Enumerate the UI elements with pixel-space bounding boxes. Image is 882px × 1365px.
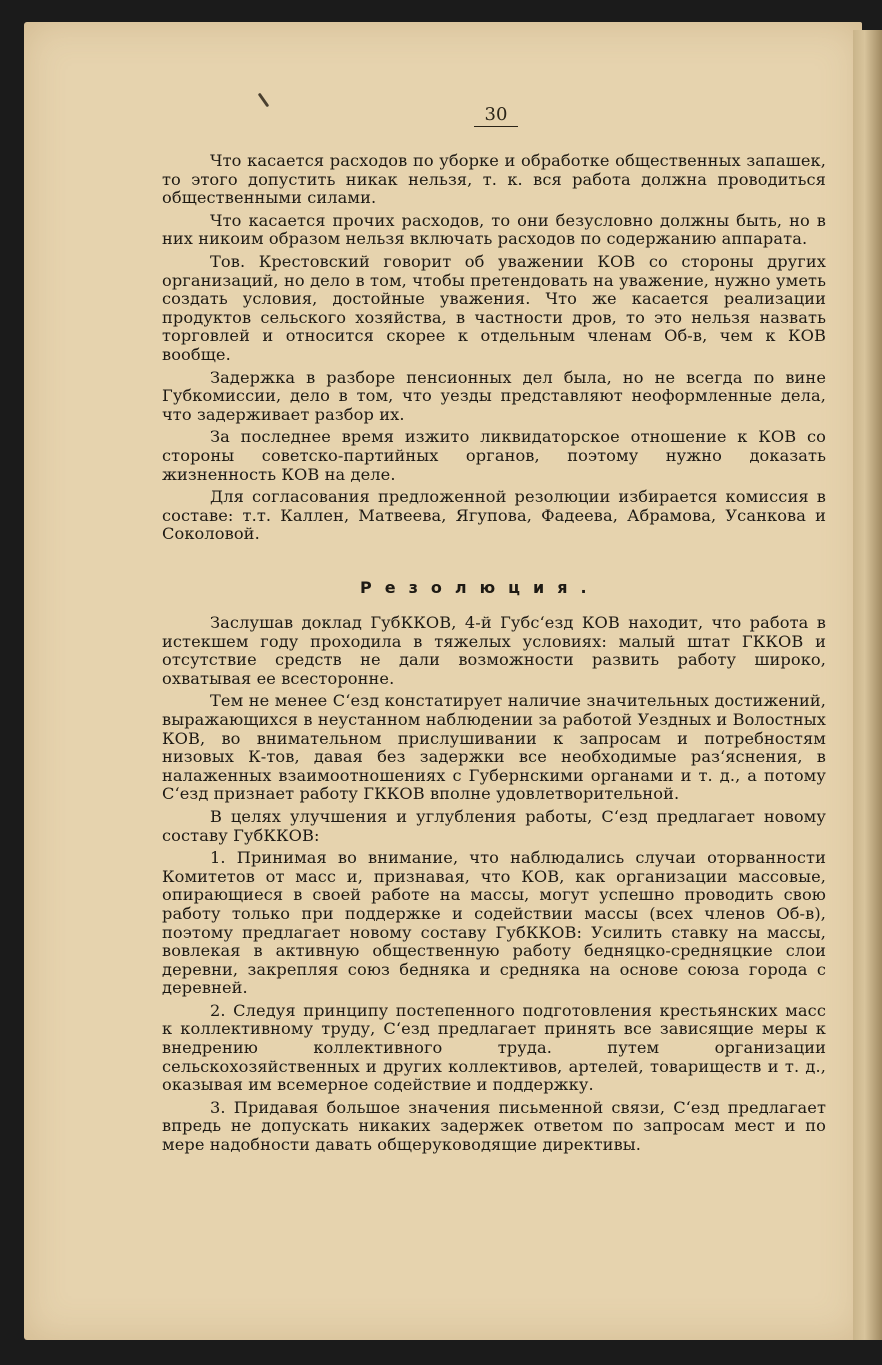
paragraph: Тем не менее С‘езд констатирует наличие значительных достижений, выражающихся в неустанном наблюдении за работой Уездных и Волостных КОВ, во внимательном прислушивании к запросам и потребностям низовых К-тов, давая без задержки все необходимые раз‘яснения, в налаженных взаимоотношениях с Губернскими органами и т. д., а потому С‘езд признает работу ГККОВ вполне удовлетворительной.: [162, 691, 826, 804]
paragraph: 2. Следуя принципу постепенного подготовления крестьянских масс к коллективному труду, С‘езд предлагает принять все зависящие меры к внедрению коллективного труда. путем организации сельскохозяйственных и других коллективов, артелей, товариществ и т. д., оказывая им всемерное содействие и поддержку.: [162, 1000, 826, 1095]
page-edge: [853, 30, 882, 1340]
paragraph: Заслушав доклад ГубККОВ, 4-й Губс‘езд КОВ находит, что работа в истекшем году проходила в тяжелых условиях: малый штат ГККОВ и отсутствие средств не дали возможности развить работу широко, охватывая ее всесторонне.: [162, 613, 826, 688]
paragraph: Что касается расходов по уборке и обработке общественных запашек, то этого допустить никак нельзя, т. к. вся работа должна проводиться общественными силами.: [162, 151, 826, 208]
discussion-text: [162, 152, 826, 548]
paragraph: 3. Придавая большое значения письменной связи, С‘езд предлагает впредь не допускать никаких задержек ответом по запросам мест и по мере надобности давать общеруководящие директивы.: [162, 1097, 826, 1155]
paragraph: Для согласования предложенной резолюции избирается комиссия в составе: т.т. Каллен, Матвеева, Ягупова, Фадеева, Абрамова, Усанкова и Соколовой.: [162, 487, 826, 544]
paragraph: За последнее время изжито ликвидаторское отношение к КОВ со стороны советско-партийных органов, поэтому нужно доказать жизненность КОВ на деле.: [162, 427, 826, 484]
resolution-text: [162, 614, 826, 1159]
paragraph: В целях улучшения и углубления работы, С‘езд предлагает новому составу ГубККОВ:: [162, 806, 826, 845]
page-number: 30: [474, 104, 518, 127]
paragraph: Задержка в разборе пенсионных дел была, но не всегда по вине Губкомиссии, дело в том, что уезды представляют неоформленные дела, что задерживает разбор их.: [162, 367, 826, 424]
paragraph: Тов. Крестовский говорит об уважении КОВ со стороны других организаций, но дело в том, чтобы претендовать на уважение, нужно уметь создать условия, достойные уважения. Что же касается реализации продуктов сельского хозяйства, в частности дров, то это нельзя назвать торговлей и относится скорее к отдельным членам Об-в, чем к КОВ вообще.: [162, 251, 826, 364]
resolution-heading: Резолюция.: [360, 578, 600, 597]
paragraph: 1. Принимая во внимание, что наблюдались случаи оторванности Комитетов от масс и, признавая, что КОВ, как организации массовые, опирающиеся в своей работе на массы, могут успешно проводить свою работу только при поддержке и содействии массы (всех членов Об-в), поэтому предлагает новому составу ГубККОВ: Усилить ставку на массы, вовлекая в активную общественную работу бедняцко-средняцкие слои деревни, закрепляя союз бедняка и средняка на основе союза города с деревней.: [162, 848, 826, 998]
paragraph: Что касается прочих расходов, то они безусловно должны быть, но в них никоим образом нельзя включать расходов по содержанию аппарата.: [162, 210, 826, 249]
